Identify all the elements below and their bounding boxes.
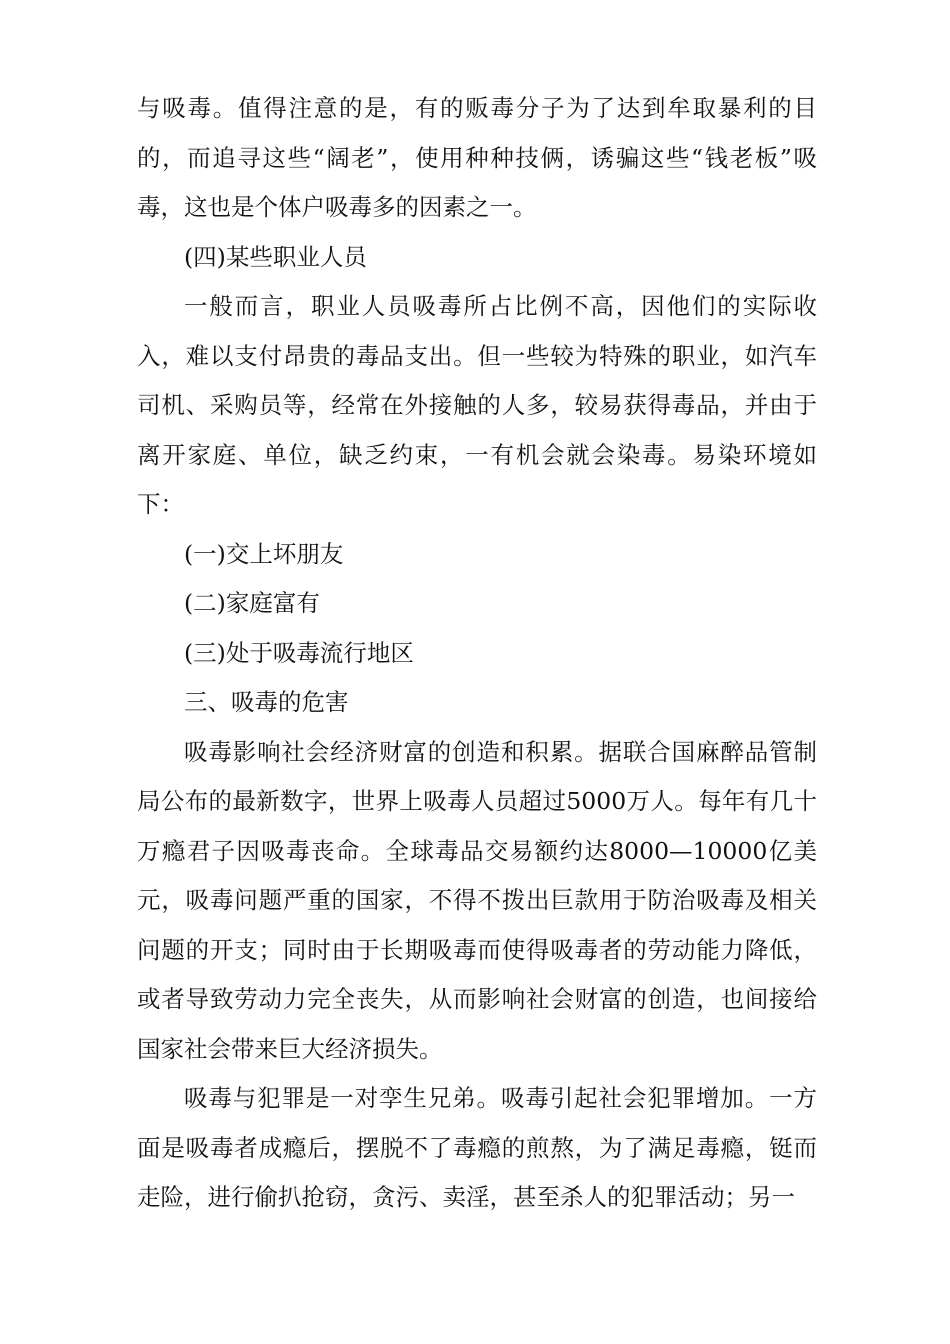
- section-heading-3: 三、吸毒的危害: [184, 688, 349, 716]
- list-item-2: (二)家庭富有: [184, 589, 320, 617]
- list-item-3: (三)处于吸毒流行地区: [184, 638, 414, 667]
- list-item-1: (一)交上坏朋友: [184, 539, 344, 568]
- section-heading-4: (四)某些职业人员: [184, 242, 367, 271]
- paragraph-1: 与吸毒。值得注意的是，有的贩毒分子为了达到牟取暴利的目的，而追寻这些“阔老”，使用种种技俩，诱骗这些“钱老板”吸毒，这也是个体户吸毒多的因素之一。: [137, 94, 817, 221]
- paragraph-2: 一般而言，职业人员吸毒所占比例不高，因他们的实际收入，难以支付昂贵的毒品支出。但一些较为特殊的职业，如汽车司机、采购员等，经常在外接触的人多，较易获得毒品，并由于离开家庭、单位，缺乏约束，一有机会就会染毒。易染环境如下：: [137, 292, 817, 518]
- paragraph-3: 吸毒影响社会经济财富的创造和积累。据联合国麻醉品管制局公布的最新数字，世界上吸毒人员超过5000万人。每年有几十万瘾君子因吸毒丧命。全球毒品交易额约达8000—10000亿美元，吸毒问题严重的国家，不得不拨出巨款用于防治吸毒及相关问题的开支；同时由于长期吸毒而使得吸毒者的劳动能力降低，或者导致劳动力完全丧失，从而影响社会财富的创造，也间接给国家社会带来巨大经济损失。: [137, 737, 817, 1063]
- document-body: [137, 84, 817, 1223]
- paragraph-4: 吸毒与犯罪是一对孪生兄弟。吸毒引起社会犯罪增加。一方面是吸毒者成瘾后，摆脱不了毒瘾的煎熬，为了满足毒瘾，铤而走险，进行偷扒抢窃，贪污、卖淫，甚至杀人的犯罪活动；另一: [137, 1084, 817, 1211]
